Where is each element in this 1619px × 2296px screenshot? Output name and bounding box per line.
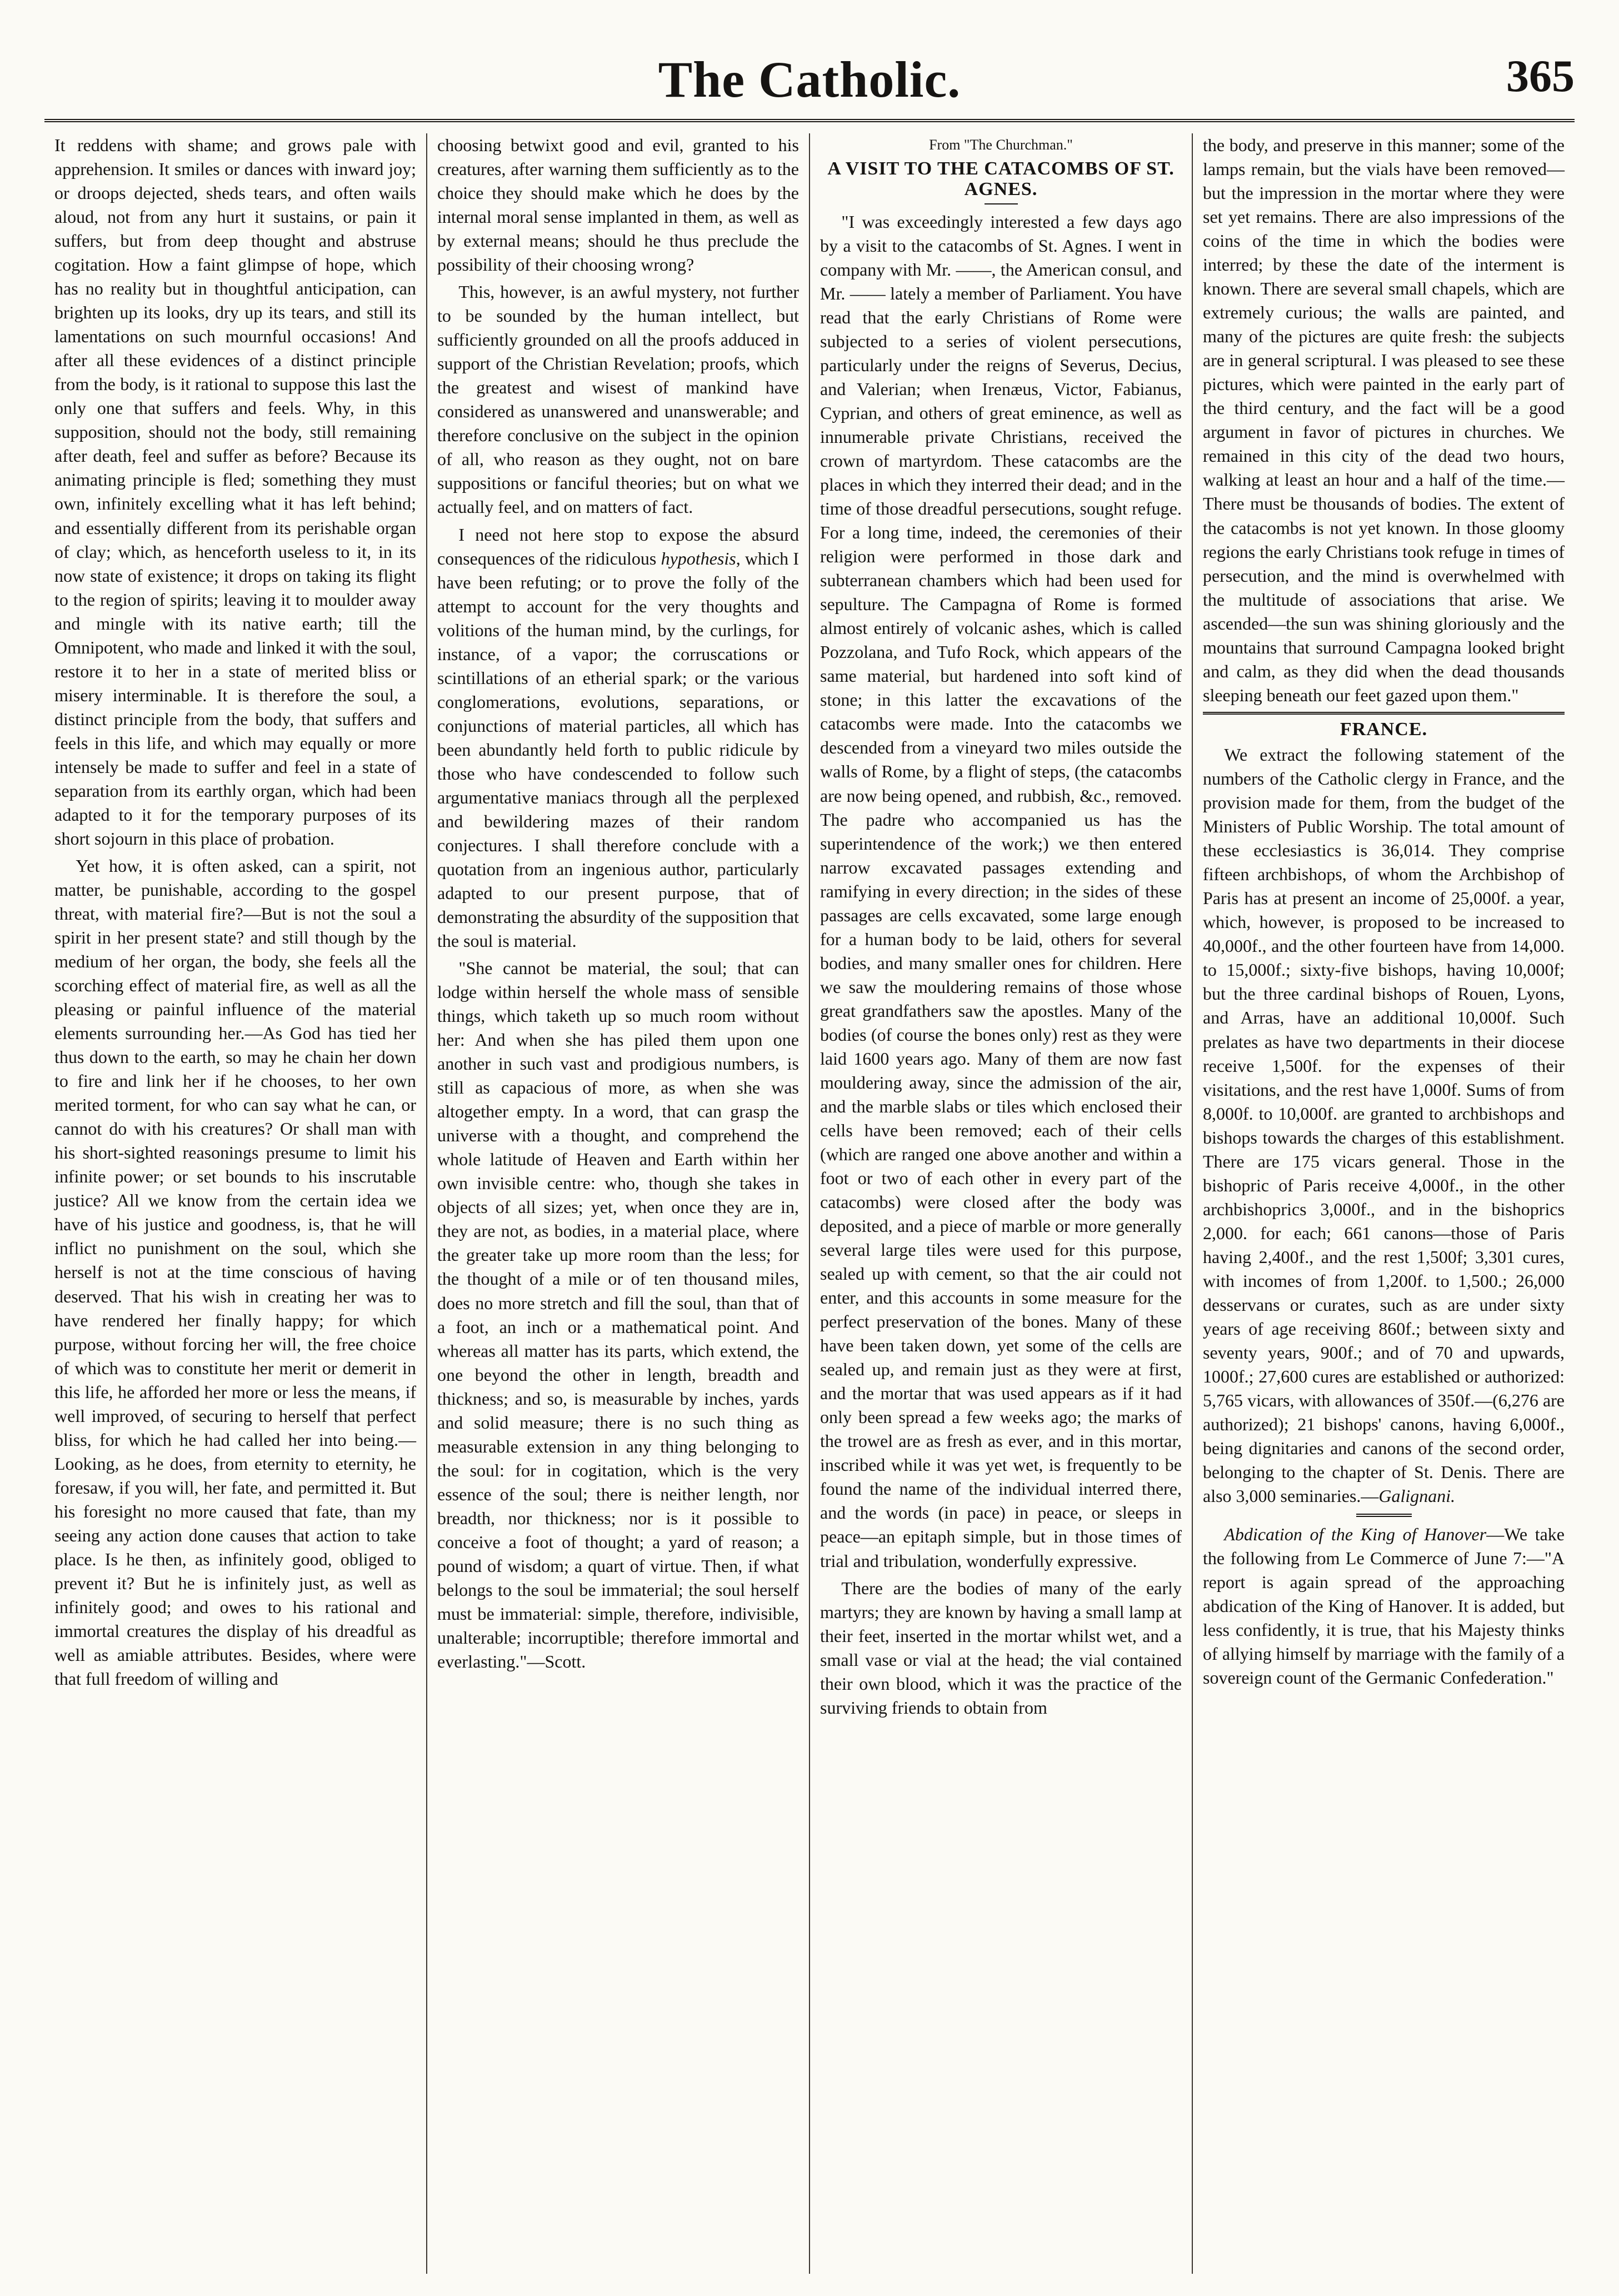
heading-divider [985, 203, 1018, 204]
article-columns [44, 133, 1575, 2274]
text-run: We extract the following statement of the numbers of the Catholic clergy in France, and the provision made for them, from the budget of the Ministers of Public Worship. The total amount of these ecclesiastics is 36,014. They comprise fifteen archbishops, of whom the Archbishop of Paris has at present an income of 25,000f. a year, which, however, is proposed to be increased to 40,000f., and the other fourteen have from 14,000. to 15,000f.; sixty-five bishops, having 10,000f; but the three cardinal bishops of Rouen, Lyons, and Arras, have an additional 10,000f. Such prelates as have two departments in their diocese receive 1,500f. for the expenses of their visitations, and the rest have 1,000f. Sums of from 8,000f. to 10,000f. are granted to archbishops and bishops towards the charges of this establishment. There are 175 vicars general. Those in the bishopric of Paris receive 4,000f., in the other archbishoprics 3,000f., and in the bishoprics 2,000. for each; 661 canons—those of Paris having 2,400f., and the rest 1,500f; 3,301 cures, with incomes of from 1,200f. to 1,500.; 26,000 desservans or curates, such as are under sixty years of age receiving 860f.; between sixty and seventy years, 900f.; and of 70 and upwards, 1000f.; 27,600 cures are established or authorized: 5,765 vicars, with allowances of 350f.—(6,276 are authorized); 21 bishops' canons, having 6,000f., being dignitaries and canons of the second order, belonging to the chapter of St. Denis. There are also 3,000 seminaries.— [1203, 745, 1565, 1506]
column-1 [44, 133, 427, 2274]
page-number: 365 [1506, 51, 1575, 101]
paragraph [1203, 1523, 1565, 1690]
article-heading: A VISIT TO THE CATACOMBS OF ST. AGNES. [827, 158, 1175, 200]
page-header [44, 33, 1575, 117]
column-2 [427, 133, 810, 2274]
paragraph: It reddens with shame; and grows pale with apprehension. It smiles or dances with inward joy; or droops dejected, sheds tears, and often wails aloud, not from any hurt it sustains, or pain it suffers, but from deep thought and abstruse cogitation. How a faint glimpse of hope, which has no reality but in thoughtful anticipation, can brighten up its looks, dry up its tears, and still its lamentations on such mournful occasions! And after all these evidences of a distinct principle from the body, is it rational to suppose this last the only one that suffers and feels. Why, in this supposition, should not the body, still remaining after death, feel and suffer as before? Because its animating principle is fled; something they must own, infinitely excelling what it has left behind; and essentially different from its perishable organ of clay; which, as henceforth useless to it, in its now state of existence; it drops on taking its flight to the region of spirits; leaving it to moulder away and mingle with its native earth; till the Omnipotent, who made and linked it with the soul, restore it to her in a state of merited bliss or misery interminable. It is therefore the soul, a distinct principle from the body, that suffers and feels in this life, and which may equally or more intensely be made to suffer and feel in a state of separation from its earthly organ, which had been adapted to it for the temporary purposes of its short sojourn in this place of probation. [54, 135, 416, 848]
ornament-divider [1356, 1514, 1412, 1517]
header-rule [44, 119, 1575, 122]
section-divider [1203, 712, 1565, 715]
text-run: , which I have been refuting; or to prove the folly of the attempt to account for the very thoughts and volitions of the human mind, by the curlings, for instance, of a vapor; the corruscations or scintillations of an etherial spark; or the various conglomerations, evolutions, separations, or conjunctions of material particles, all which has been abundantly held forth to public ridicule by those who have condescended to follow such argumentative maniacs through all the perplexed and bewildering mazes of their random conjectures. I shall therefore conclude with a quotation from an ingenious author, particularly adapted to our present purpose, that of demonstrating the absurdity of the supposition that the soul is material. [437, 548, 799, 951]
paragraph [1203, 743, 1565, 1508]
newspaper-title: The Catholic. [658, 51, 961, 108]
paragraph [437, 523, 799, 954]
italic-word: hypothesis [661, 548, 736, 568]
article-source: From "The Churchman." [929, 137, 1073, 153]
paragraph: There are the bodies of many of the early martyrs; they are known by having a small lamp at their feet, inserted in the mortar whilst wet, and a small vase or vial at the head; the vial contained their own blood, which it was the practice of the surviving friends to obtain from [820, 1578, 1182, 1718]
item-title: Abdication of the King of Hanover [1224, 1524, 1487, 1545]
source-attribution: Galignani. [1378, 1486, 1456, 1506]
text-run: I need not here stop to expose the absurd consequences of the ridiculous [437, 524, 799, 568]
column-3 [810, 133, 1193, 2274]
paragraph: the body, and preserve in this manner; some of the lamps remain, but the vials have been removed—but the impression in the mortar where they were set yet remains. There are also impressions of the coins of the time in which the bodies were interred; by these the date of the interment is known. There are several small chapels, which are extremely curious; the walls are painted, and many of the pictures are quite fresh: the subjects are in general scriptural. I was pleased to see these pictures, which were painted in the early part of the third century, and the fact will be a good argument in favor of pictures in churches. We remained in this city of the dead two hours, walking at least an hour and a half of the time.—There must be thousands of bodies. The extent of the catacombs is not yet known. In those gloomy regions the early Christians took refuge in times of persecution, and the mind is overwhelmed with the multitude of associations that arise. We ascended—the sun was shining gloriously and the mountains that surround Campagna looked bright and calm, as they did when the dead thousands sleeping beneath our feet gazed upon them." [1203, 135, 1565, 705]
text-run: —We take the following from Le Commerce of June 7:—"A report is again spread of the approaching abdication of the King of Hanover. It is added, but less confidently, it is true, that his Majesty thinks of allying himself by marriage with the family of a sovereign count of the Germanic Confederation." [1203, 1524, 1565, 1688]
paragraph: choosing betwixt good and evil, granted to his creatures, after warning them sufficiently as to the choice they should make which he does by the internal moral sense implanted in them, as well as by external means; should he thus preclude the possibility of their choosing wrong? [437, 135, 799, 275]
quotation-paragraph: "She cannot be material, the soul; that can lodge within herself the whole mass of sensible things, which taketh up so much room without her: And when she has piled them upon one another in such vast and prodigious numbers, is still as capacious of more, as when she was altogether empty. In a word, that can grasp the universe with a thought, and comprehend the whole latitude of Heaven and Earth within her own invisible centre: who, though she takes in objects of all sizes; yet, when once they are in, they are not, as bodies, in a material place, where the greater take up more room than the less; for the thought of a mile or of ten thousand miles, does no more stretch and fill the soul, than that of a foot, an inch or a mathematical point. And whereas all matter has its parts, which extend, the one beyond the other in length, breadth and thickness; and so, is measurable by inches, yards and solid measure; there is no such thing as measurable extension in any thing belonging to the soul: for in cogitation, which is the very essence of the soul; there is neither length, nor breadth, nor thickness; nor is it possible to conceive a foot of thought; a yard of reason; a pound of wisdom; a quart of virtue. Then, if what belongs to the soul be immaterial; the soul herself must be immaterial: simple, therefore, indivisible, unalterable; incorruptible; therefore immortal and everlasting."—Scott. [437, 958, 799, 1671]
paragraph: "I was exceedingly interested a few days ago by a visit to the catacombs of St. Agnes. I went in company with Mr. ——, the American consul, and Mr. —— lately a member of Parliament. You have read that the early Christians of Rome were subjected to a series of violent persecutions, particularly under the reigns of Severus, Decius, and Valerian; when Irenæus, Victor, Fabianus, Cyprian, and others of great eminence, as well as innumerable private Christians, received the crown of martyrdom. These catacombs are the places in which they interred their dead; and in the time of those dreadful persecutions, sought refuge. For a long time, indeed, the ceremonies of their religion were performed in those dark and subterranean chambers which had been used for sepulture. The Campagna of Rome is formed almost entirely of volcanic ashes, which is called Pozzolana, and Tufo Rock, which appears of the same material, but hardened into soft kind of stone; in this latter the excavations of the catacombs were made. Into the catacombs we descended from a vineyard two miles outside the walls of Rome, by a flight of steps, (the catacombs are now being opened, and rubbish, &c., removed. The padre who accompanied us has the superintendence of the work;) we then entered narrow excavated passages extending and ramifying in every direction; in the sides of these passages are cells excavated, some large enough for a human body to be laid, others for several bodies, and many smaller ones for children. Here we saw the mouldering remains of those whose great grandfathers saw the apostles. Many of the bodies (of course the bones only) rest as they were laid 1600 years ago. Many of them are now fast mouldering away, since the admission of the air, and the marble slabs or tiles which enclosed their cells have been removed; each of their cells (which are ranged one above another and within a foot or two of each other in every part of the catacombs) were closed after the body was deposited, and a piece of marble or more generally several large tiles were used for this purpose, sealed up with cement, so that the air could not enter, and this accounts in some measure for the perfect preservation of the bones. Many of these have been taken down, yet some of the cells are sealed up, and remain just as they were at first, and the mortar that was used appears as if it had only been spread a few weeks ago; the marks of the trowel are as fresh as ever, and in this mortar, inscribed while it was yet wet, is frequently to be found the name of the individual interred there, and the words (in pace) in peace, or sleeps in peace—an epitaph simple, but in those times of trial and tribulation, wonderfully expressive. [820, 211, 1182, 1571]
paragraph: Yet how, it is often asked, can a spirit, not matter, be punishable, according to the gospel threat, with material fire?—But is not the soul a spirit in her present state? and still though by the medium of her organ, the body, she feels all the scorching effect of material fire, as well as all the pleasing or painful influence of the material elements surrounding her.—As God has tied her thus down to the earth, so may he chain her down to fire and link her if he chooses, to her own merited torment, for who can say what he can, or cannot do with his creatures? Or shall man with his short-sighted reasonings presume to limit his infinite power; or set bounds to his inscrutable justice? All we know from the certain idea we have of his justice and goodness, is, that he will inflict no punishment on the soul, which she herself is not at the time conscious of having deserved. That his wish in creating her was to have rendered her finally happy; for which purpose, without forcing her will, the free choice of which was to constitute her merit or demerit in this life, he afforded her more or less the means, if well improved, of securing to herself that perfect bliss, for which he had called her into being.—Looking, as he does, from eternity to eternity, he foresaw, if you will, her fate, and permitted it. But his foresight no more caused that fate, than my seeing any action done causes that action to take place. Is he then, as infinitely good, obliged to prevent it? But he is infinitely just, as well as infinitely good; and owes to his rational and immortal creatures the display of his dreadful as well as amiable attributes. Besides, where were that full freedom of willing and [54, 855, 416, 1689]
section-heading-france: FRANCE. [1340, 718, 1428, 740]
paragraph: This, however, is an awful mystery, not further to be sounded by the human intellect, but sufficiently grounded on all the proofs adduced in support of the Christian Revelation; proofs, which the greatest and wisest of mankind have considered as unanswered and unanswerable; and therefore conclusive on the subject in the opinion of all, who reason as they ought, not on bare suppositions or fanciful theories; but on what we actually feel, and on matters of fact. [437, 282, 799, 517]
column-4 [1193, 133, 1575, 2274]
